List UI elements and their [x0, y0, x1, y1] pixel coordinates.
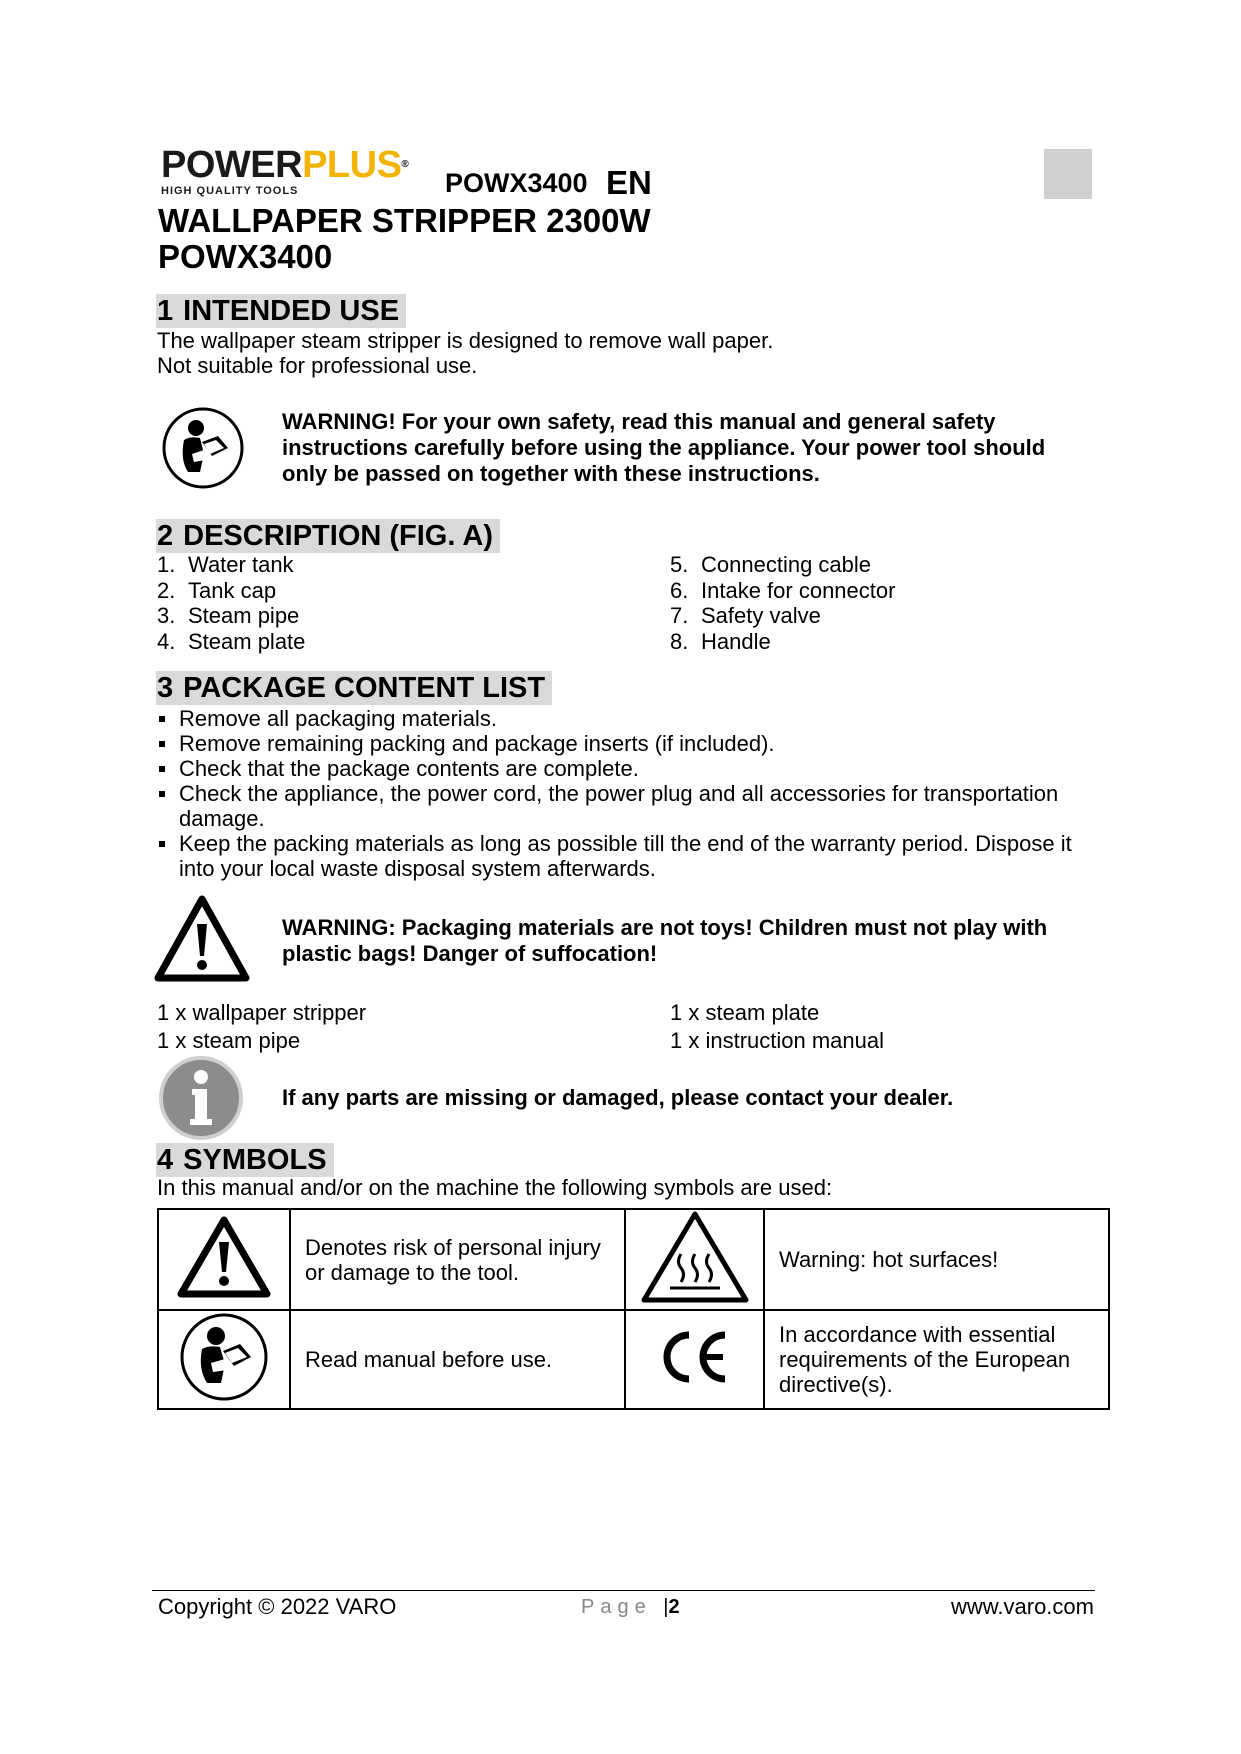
logo-brand-a: POWER — [161, 144, 303, 186]
packaging-warning-text — [282, 915, 1047, 967]
symbols-intro: In this manual and/or on the machine the following symbols are used: — [157, 1175, 833, 1200]
list-item: 5. Connecting cable — [670, 552, 872, 577]
section-heading-symbols — [156, 1143, 334, 1177]
list-item: Check that the package contents are complete. — [157, 756, 1087, 781]
corner-marker — [1044, 149, 1092, 199]
logo-brand-b: PLUS — [302, 144, 402, 186]
intended-use-line-1: The wallpaper steam stripper is designed to remove wall paper. — [157, 328, 774, 353]
section-number: 4 — [157, 1144, 174, 1176]
powerplus-logo — [161, 146, 426, 198]
ce-mark-icon — [625, 1310, 764, 1409]
symbol-description: In accordance with essential requirements of the European directive(s). — [764, 1310, 1109, 1409]
page-label: Page — [581, 1596, 652, 1618]
section-number: 2 — [157, 520, 174, 552]
intended-use-line-2: Not suitable for professional use. — [157, 353, 478, 378]
logo-tagline: HIGH QUALITY TOOLS — [161, 185, 299, 197]
packaging-warning-line-1: WARNING: Packaging materials are not toys! Children must not play with — [282, 915, 1048, 940]
packaging-warning-line-2: plastic bags! Danger of suffocation! — [282, 941, 658, 966]
section-heading-description — [156, 519, 500, 553]
hot-surface-icon — [625, 1209, 764, 1310]
symbol-description: Denotes risk of personal injury or damage to the tool. — [290, 1209, 625, 1310]
section-number: 1 — [157, 295, 174, 327]
missing-parts-info-text: If any parts are missing or damaged, please contact your dealer. — [282, 1085, 954, 1110]
section-heading-package-content — [156, 671, 552, 705]
warning-triangle-icon — [158, 1209, 290, 1310]
list-item: 1. Water tank — [157, 552, 294, 577]
page-separator: | — [663, 1596, 669, 1618]
list-item: Remove all packaging materials. — [157, 706, 1087, 731]
footer-website: www.varo.com — [950, 1594, 1094, 1619]
title-line-2: POWX3400 — [158, 238, 333, 275]
description-list-left — [157, 552, 305, 654]
title-line-1: WALLPAPER STRIPPER 2300W — [158, 202, 651, 239]
page-title — [158, 203, 651, 275]
intended-use-text — [157, 328, 773, 378]
symbols-table — [157, 1208, 1110, 1410]
symbol-description: Warning: hot surfaces! — [764, 1209, 1109, 1310]
list-item: 7. Safety valve — [670, 603, 821, 628]
page-number: 2 — [668, 1596, 680, 1618]
list-item: 3. Steam pipe — [157, 603, 300, 628]
list-item: 1 x wallpaper stripper — [157, 1000, 367, 1025]
symbol-description: Read manual before use. — [290, 1310, 625, 1409]
read-manual-icon — [160, 404, 246, 492]
read-manual-icon — [158, 1310, 290, 1409]
contents-list-left — [157, 999, 366, 1055]
list-item: 6. Intake for connector — [670, 577, 896, 603]
info-icon — [158, 1055, 244, 1141]
contents-list-right — [670, 999, 884, 1055]
description-list-right — [670, 552, 895, 654]
list-item: Remove remaining packing and package inserts (if included). — [157, 731, 1087, 756]
list-item: 1 x steam plate — [670, 1000, 820, 1025]
list-item: Keep the packing materials as long as possible till the end of the warranty period. Dispose it into your local waste disposal system afterwards. — [157, 831, 1087, 881]
logo-registered-mark: ® — [401, 159, 409, 170]
list-item: 1 x steam pipe — [157, 1028, 301, 1053]
package-bullet-list — [157, 706, 1087, 881]
section-heading-intended-use — [156, 294, 406, 328]
list-item: Check the appliance, the power cord, the power plug and all accessories for transportation damage. — [157, 781, 1087, 831]
list-item: 1 x instruction manual — [670, 1028, 884, 1053]
section-title: SYMBOLS — [183, 1144, 327, 1176]
list-item: 4. Steam plate — [157, 628, 306, 654]
table-row — [158, 1209, 1109, 1310]
list-item: 2. Tank cap — [157, 577, 277, 603]
footer-page-number — [581, 1596, 680, 1619]
footer-divider — [152, 1590, 1095, 1591]
section-title: DESCRIPTION (FIG. A) — [183, 520, 494, 552]
list-item: 8. Handle — [670, 628, 771, 654]
section-number: 3 — [157, 672, 174, 704]
section-title: INTENDED USE — [183, 295, 400, 327]
model-code: POWX3400 — [445, 168, 588, 198]
table-row — [158, 1310, 1109, 1409]
safety-warning-text: WARNING! For your own safety, read this manual and general safety instructions carefully before using the appliance. Your power tool should only be passed on together with these instructions. — [282, 409, 1046, 486]
warning-triangle-icon — [154, 894, 250, 982]
footer-copyright: Copyright © 2022 VARO — [158, 1594, 397, 1619]
section-title: PACKAGE CONTENT LIST — [183, 672, 546, 704]
language-code: EN — [606, 164, 652, 201]
